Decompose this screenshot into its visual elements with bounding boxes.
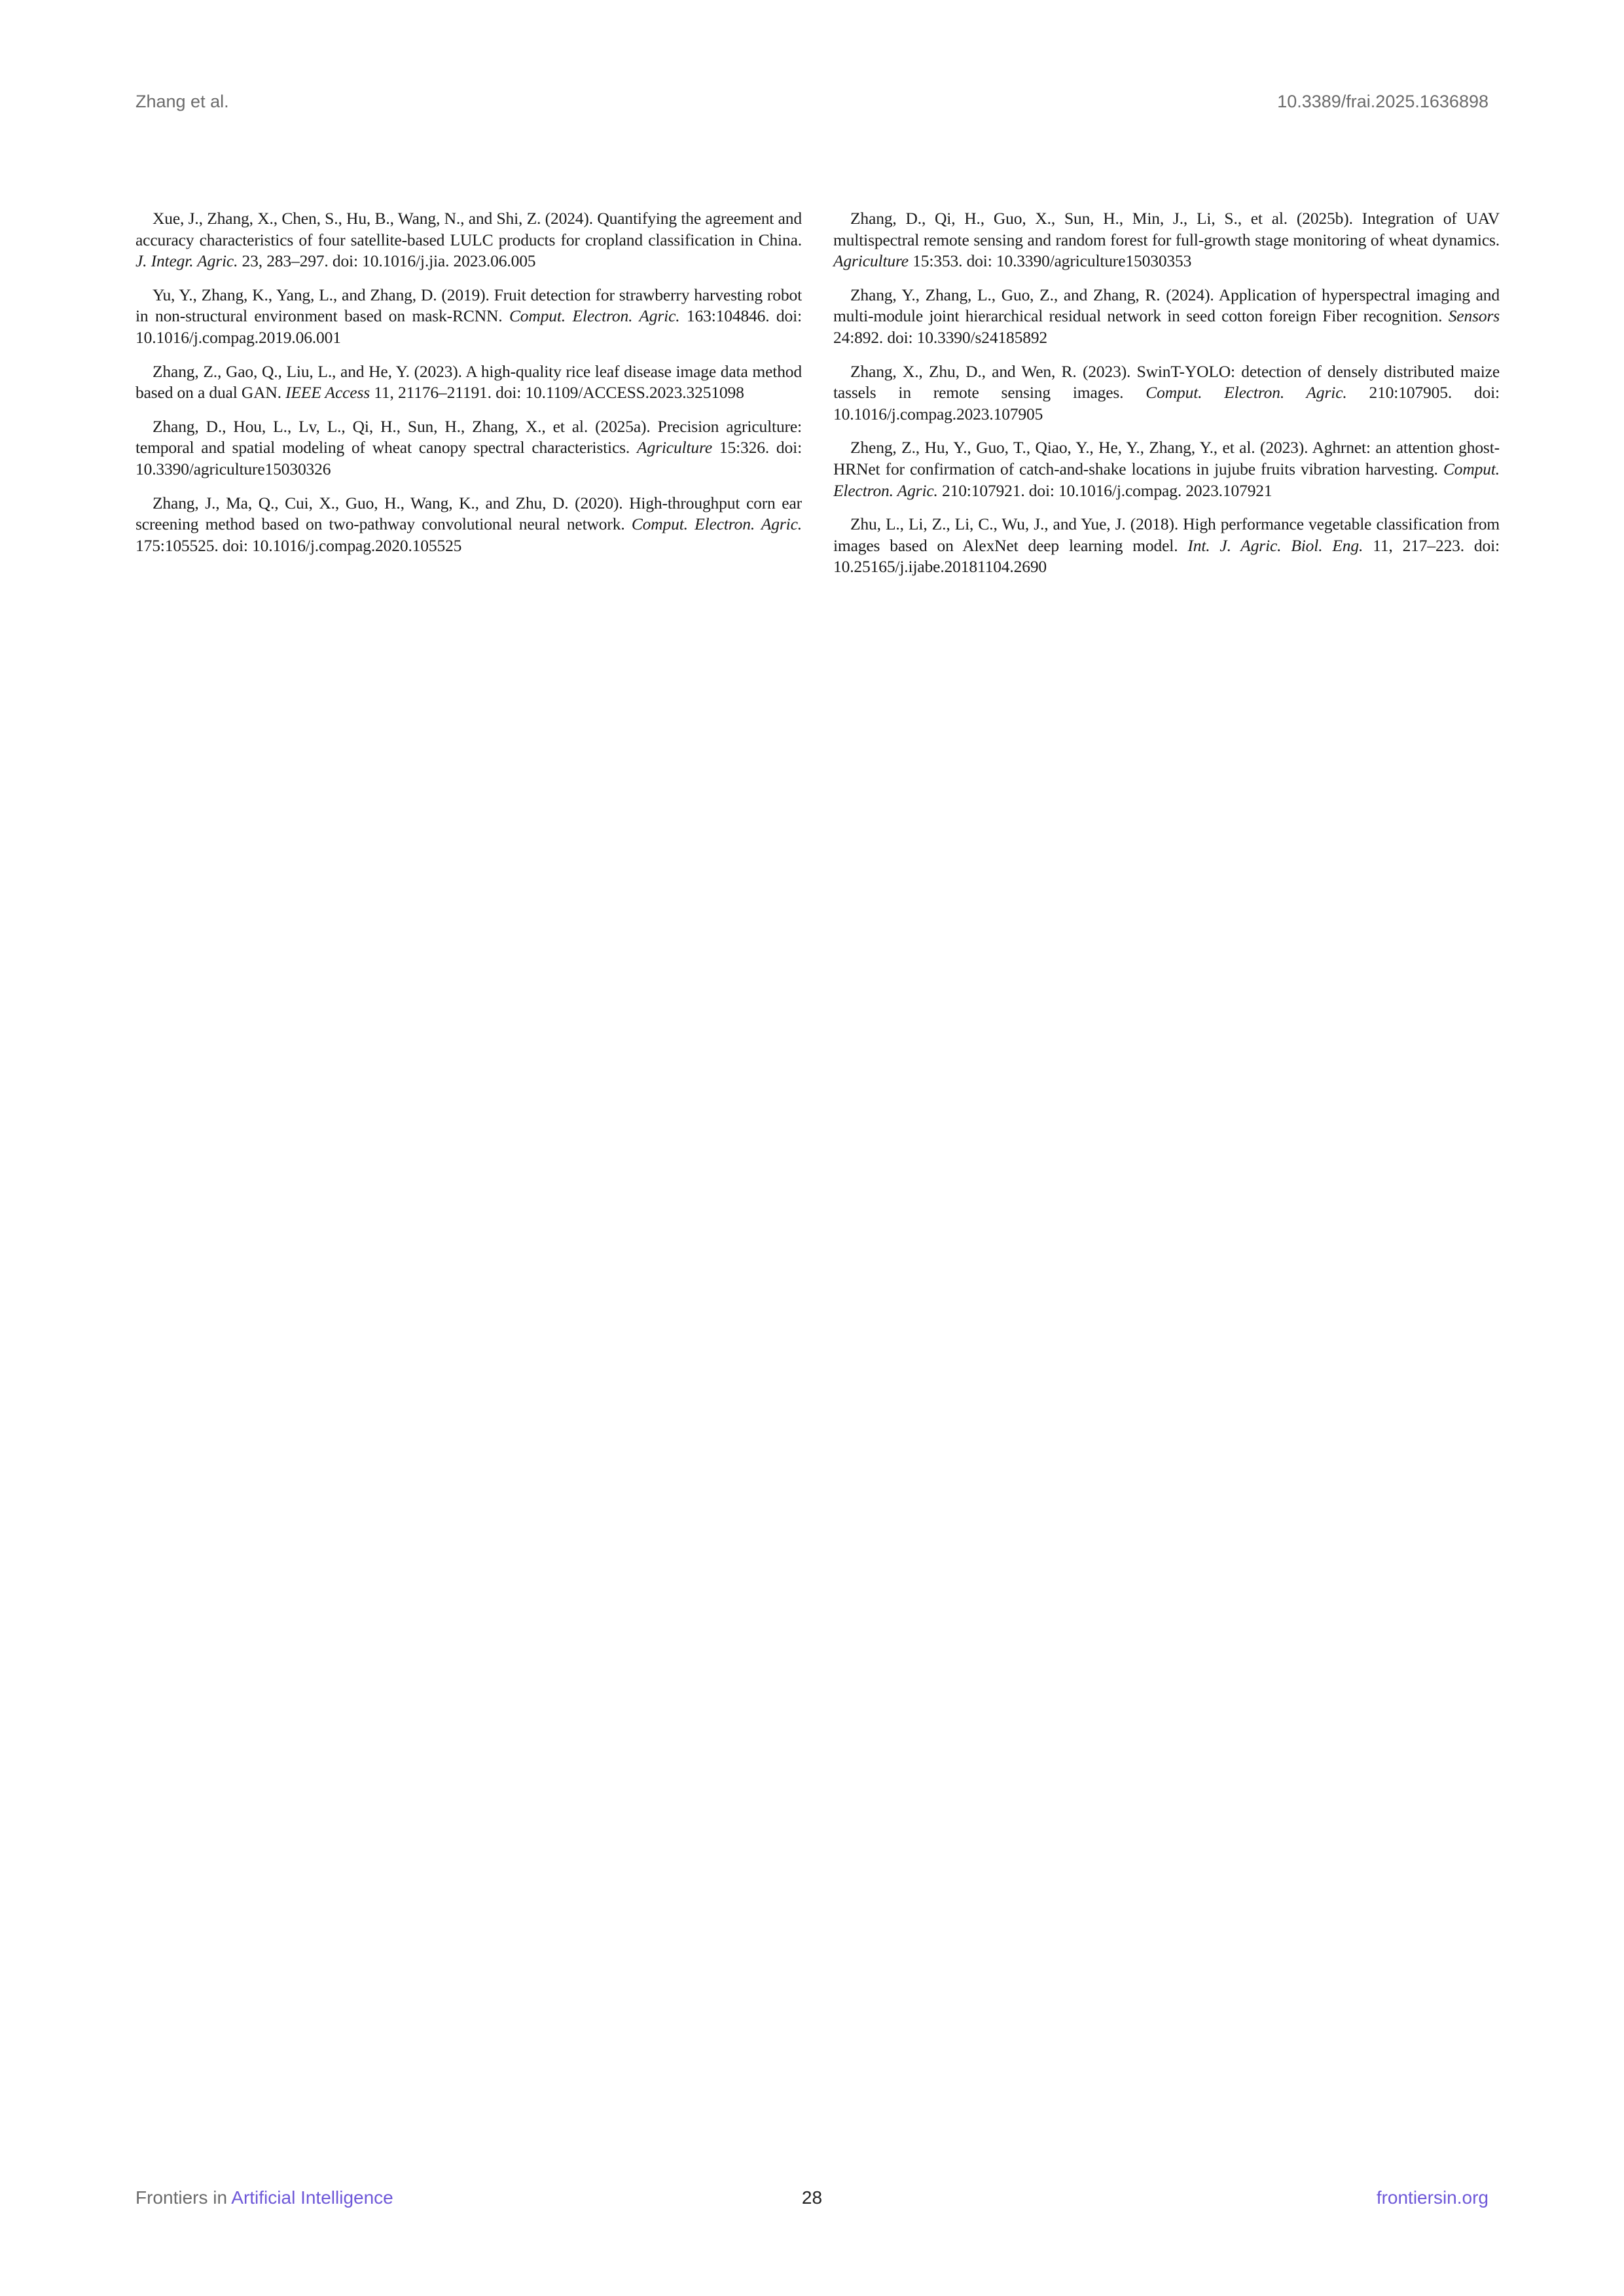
reference-entry: Zhang, X., Zhu, D., and Wen, R. (2023). SwinT-YOLO: detection of densely distributed maize tassels in remote sensing images. Comput. Electron. Agric. 210:107905. doi: 10.1016/j.compag.2023.107905 xyxy=(833,361,1500,423)
references-column-right xyxy=(833,208,1500,590)
reference-journal: Comput. Electron. Agric. xyxy=(1146,383,1347,403)
footer-journal-link[interactable]: Artificial Intelligence xyxy=(231,2187,393,2208)
page-footer xyxy=(135,2187,1489,2214)
references-column-left xyxy=(135,208,802,569)
footer-prefix: Frontiers in xyxy=(135,2187,228,2208)
reference-journal: Agriculture xyxy=(637,438,713,457)
page-number: 28 xyxy=(801,2187,823,2208)
reference-journal: Comput. Electron. Agric. xyxy=(631,514,802,534)
reference-journal: Comput. Electron. Agric. xyxy=(509,306,680,326)
reference-journal: Comput. Electron. Agric. xyxy=(833,459,1500,500)
reference-journal: Sensors xyxy=(1448,306,1500,326)
reference-entry: Yu, Y., Zhang, K., Yang, L., and Zhang, D. (2019). Fruit detection for strawberry harvesting robot in non-structural environment based on mask-RCNN. Comput. Electron. Agric. 163:104846. doi: 10.1016/j.compag.2019.06.001 xyxy=(135,285,802,347)
footer-site-link[interactable]: frontiersin.org xyxy=(1376,2187,1489,2208)
reference-entry: Xue, J., Zhang, X., Chen, S., Hu, B., Wang, N., and Shi, Z. (2024). Quantifying the agreement and accuracy characteristics of four satellite-based LULC products for cropland classification in China. J. Integr. Agric. 23, 283–297. doi: 10.1016/j.jia. 2023.06.005 xyxy=(135,209,802,271)
reference-entry: Zhang, Y., Zhang, L., Guo, Z., and Zhang, R. (2024). Application of hyperspectral imaging and multi-module joint hierarchical residual network in seed cotton foreign Fiber recognition. Sensors 24:892. doi: 10.3390/s24185892 xyxy=(833,285,1500,347)
reference-entry: Zhang, J., Ma, Q., Cui, X., Guo, H., Wang, K., and Zhu, D. (2020). High-throughput corn ear screening method based on two-pathway convolutional neural network. Comput. Electron. Agric. 175:105525. doi: 10.1016/j.compag.2020.105525 xyxy=(135,493,802,555)
reference-journal: Int. J. Agric. Biol. Eng. xyxy=(1187,535,1363,555)
reference-entry: Zhang, Z., Gao, Q., Liu, L., and He, Y. (2023). A high-quality rice leaf disease image data method based on a dual GAN. IEEE Access 11, 21176–21191. doi: 10.1109/ACCESS.2023.3251098 xyxy=(135,361,802,403)
reference-journal: IEEE Access xyxy=(285,383,370,403)
reference-entry: Zheng, Z., Hu, Y., Guo, T., Qiao, Y., He, Y., Zhang, Y., et al. (2023). Aghrnet: an attention ghost-HRNet for confirmation of catch-and-shake locations in jujube fruits vibration harvesting. Comput. Electron. Agric. 210:107921. doi: 10.1016/j.compag. 2023.107921 xyxy=(833,438,1500,500)
reference-entry: Zhang, D., Qi, H., Guo, X., Sun, H., Min, J., Li, S., et al. (2025b). Integration of UAV multispectral remote sensing and random forest for full-growth stage monitoring of wheat dynamics. Agriculture 15:353. doi: 10.3390/agriculture15030353 xyxy=(833,209,1500,271)
header-authors: Zhang et al. xyxy=(135,92,229,111)
reference-entry: Zhang, D., Hou, L., Lv, L., Qi, H., Sun, H., Zhang, X., et al. (2025a). Precision agriculture: temporal and spatial modeling of wheat canopy spectral characteristics. Agriculture 15:326. doi: 10.3390/agriculture15030326 xyxy=(135,416,802,478)
reference-journal: J. Integr. Agric. xyxy=(135,251,238,271)
running-header xyxy=(135,92,1489,118)
reference-entry: Zhu, L., Li, Z., Li, C., Wu, J., and Yue, J. (2018). High performance vegetable classification from images based on AlexNet deep learning model. Int. J. Agric. Biol. Eng. 11, 217–223. doi: 10.25165/j.ijabe.20181104.2690 xyxy=(833,514,1500,577)
header-doi: 10.3389/frai.2025.1636898 xyxy=(1277,92,1489,111)
reference-journal: Agriculture xyxy=(833,251,909,271)
